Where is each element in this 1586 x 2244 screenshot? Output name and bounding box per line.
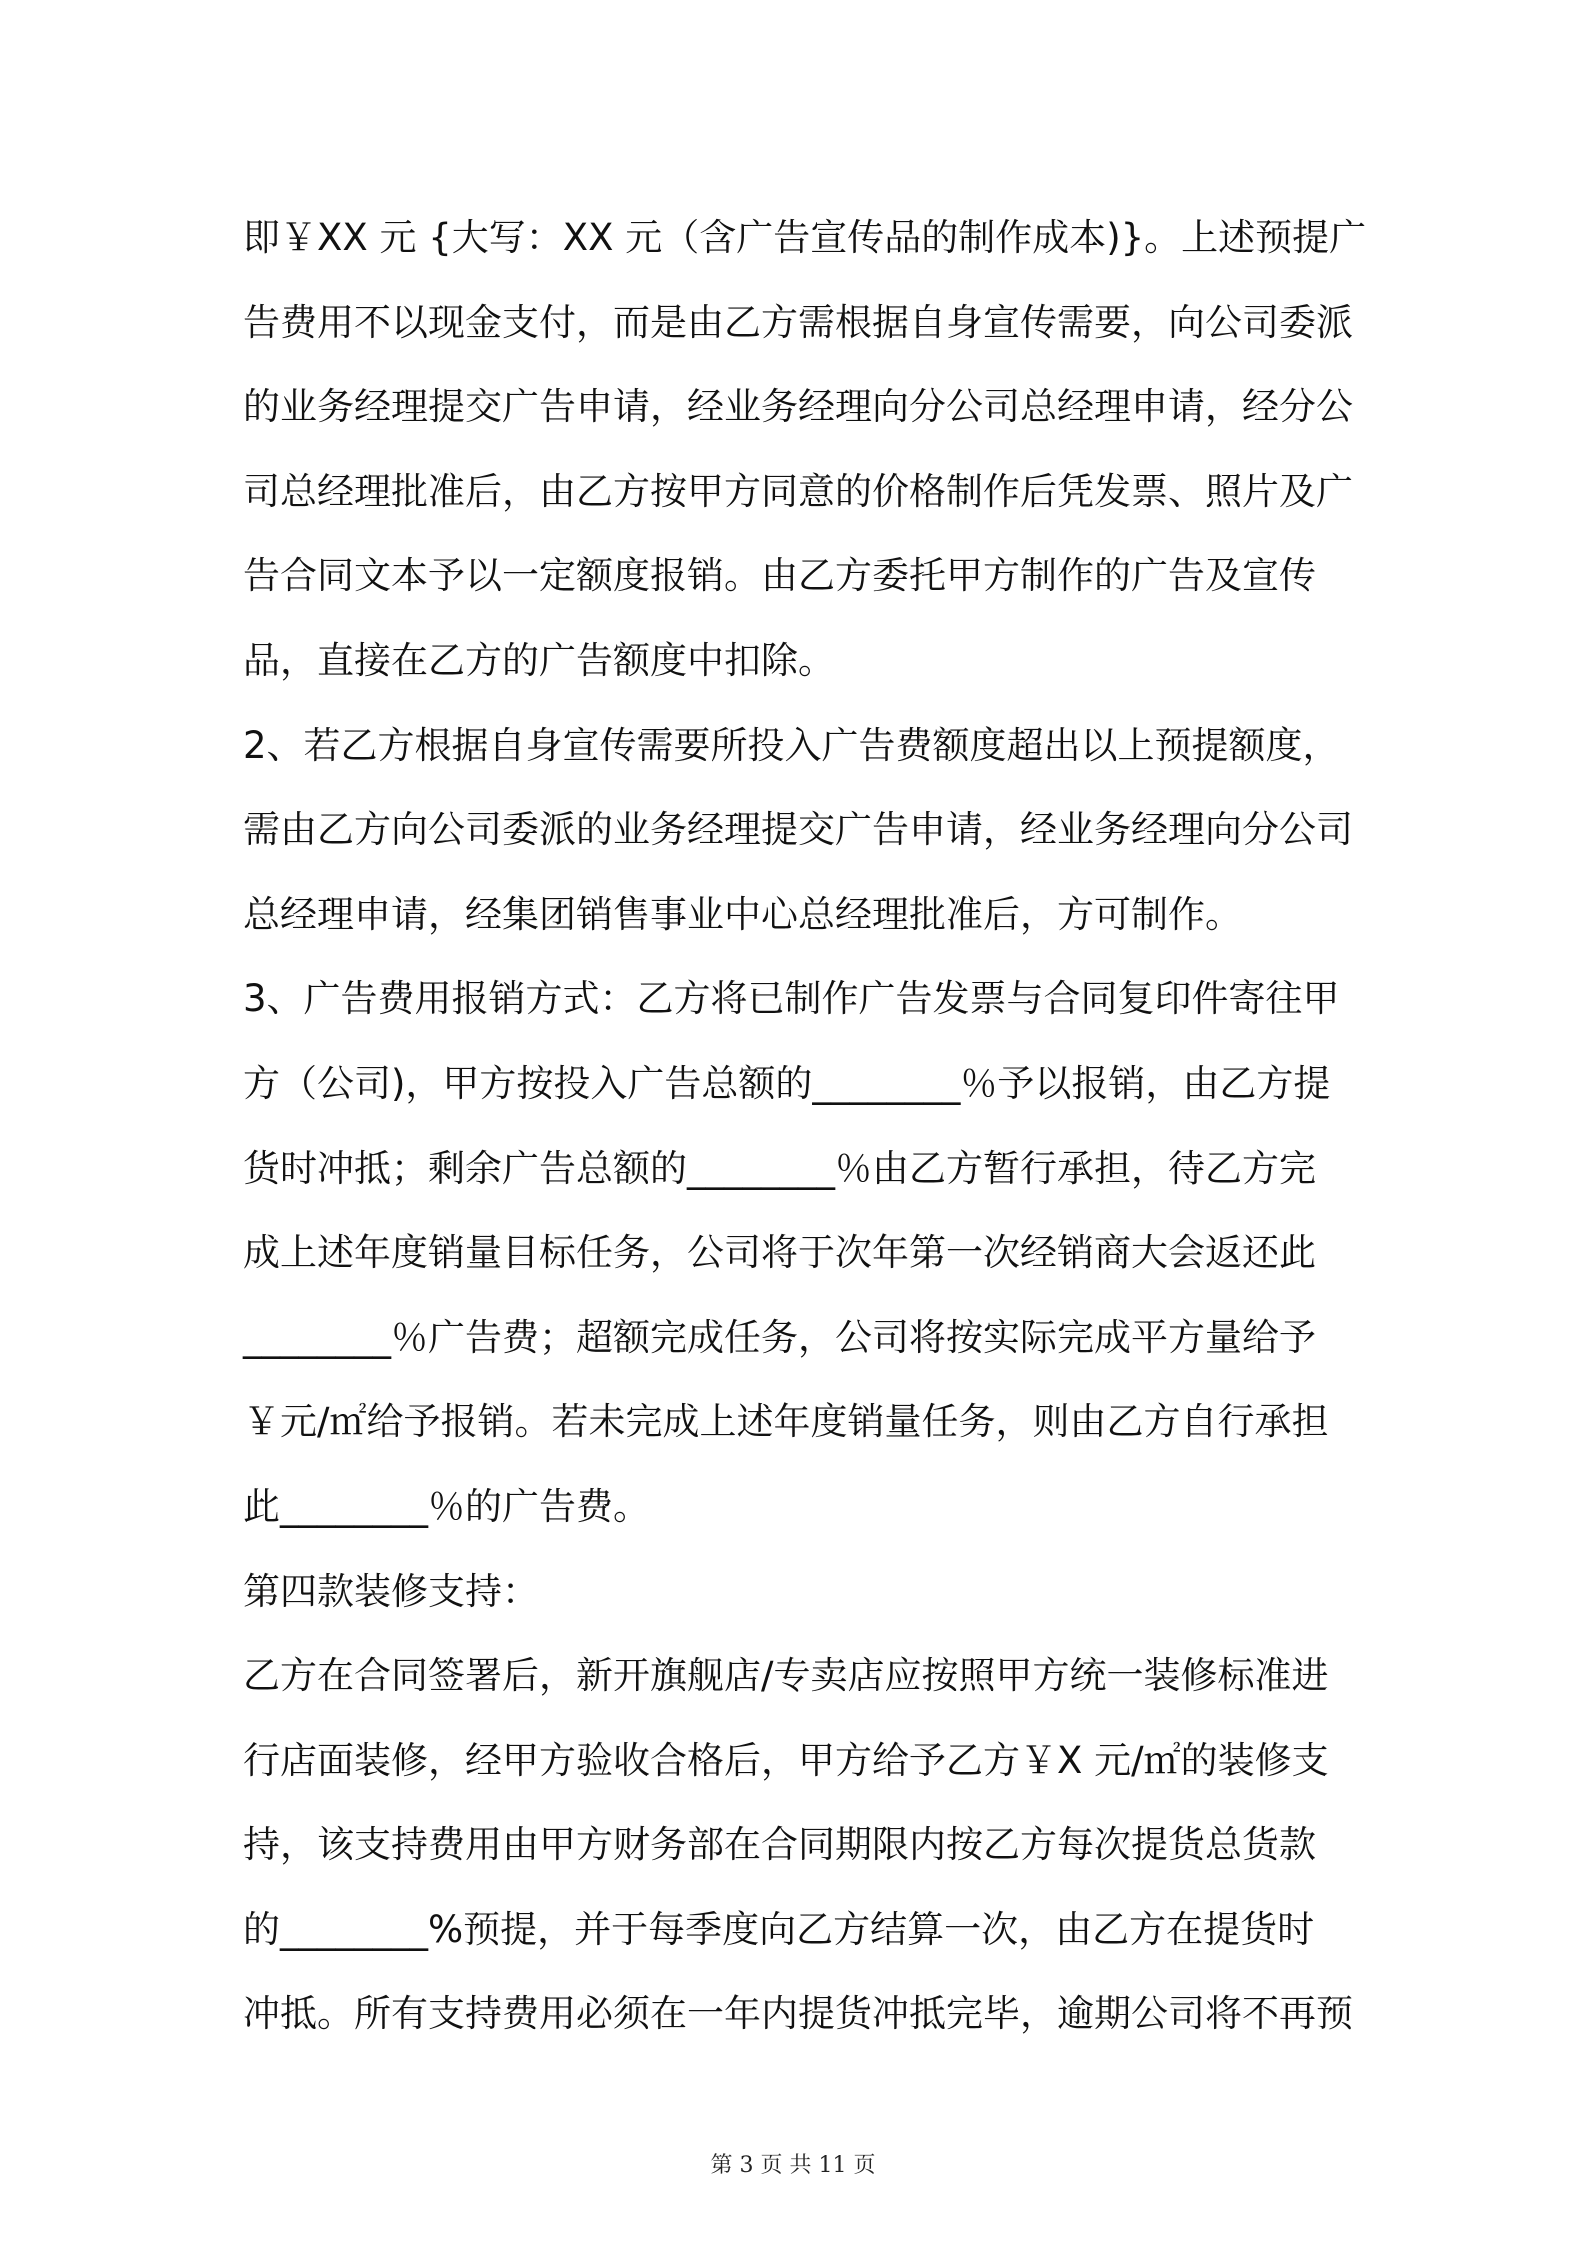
text-line: 冲抵。所有支持费用必须在一年内提货冲抵完毕，逾期公司将不再预: [243, 1992, 1353, 2036]
text-line: 货时冲抵；剩余广告总额的________％由乙方暂行承担，待乙方完: [243, 1146, 1316, 1190]
text-line: 需由乙方向公司委派的业务经理提交广告申请，经业务经理向分公司: [243, 808, 1353, 852]
text-line: 成上述年度销量目标任务，公司将于次年第一次经销商大会返还此: [243, 1231, 1316, 1275]
text-line: 方（公司)，甲方按投入广告总额的________％予以报销，由乙方提: [243, 1061, 1331, 1105]
text-line: 3、广告费用报销方式：乙方将已制作广告发票与合同复印件寄往甲: [243, 977, 1340, 1021]
text-line: 乙方在合同签署后，新开旗舰店/专卖店应按照甲方统一装修标准进: [243, 1654, 1329, 1698]
text-line: 的业务经理提交广告申请，经业务经理向分公司总经理申请，经分公: [243, 385, 1353, 429]
text-line: ￥元/㎡给予报销。若未完成上述年度销量任务，则由乙方自行承担: [243, 1400, 1329, 1444]
section-heading: 第四款装修支持：: [243, 1569, 539, 1613]
text-line: 即￥XX 元 {大写：XX 元（含广告宣传品的制作成本)}。上述预提广: [243, 216, 1367, 259]
text-line: 告合同文本予以一定额度报销。由乙方委托甲方制作的广告及宣传: [243, 554, 1316, 598]
contract-body: [243, 196, 1367, 2057]
text-line: 的________%预提，并于每季度向乙方结算一次，由乙方在提货时: [243, 1907, 1315, 1951]
text-line: 持，该支持费用由甲方财务部在合同期限内按乙方每次提货总货款: [243, 1823, 1316, 1867]
text-line: 2、若乙方根据自身宣传需要所投入广告费额度超出以上预提额度，: [243, 723, 1340, 767]
text-line: 司总经理批准后，由乙方按甲方同意的价格制作后凭发票、照片及广: [243, 469, 1353, 513]
text-line: 告费用不以现金支付，而是由乙方需根据自身宣传需要，向公司委派: [243, 300, 1353, 344]
text-line: 品，直接在乙方的广告额度中扣除。: [243, 638, 835, 682]
text-line: 总经理申请，经集团销售事业中心总经理批准后，方可制作。: [243, 892, 1242, 936]
text-line: 此________％的广告费。: [243, 1484, 650, 1528]
page-number-footer: 第 3 页 共 11 页: [710, 2153, 876, 2178]
text-line: 行店面装修，经甲方验收合格后，甲方给予乙方￥X 元/㎡的装修支: [243, 1738, 1329, 1782]
text-line: ________％广告费；超额完成任务，公司将按实际完成平方量给予: [243, 1315, 1316, 1359]
